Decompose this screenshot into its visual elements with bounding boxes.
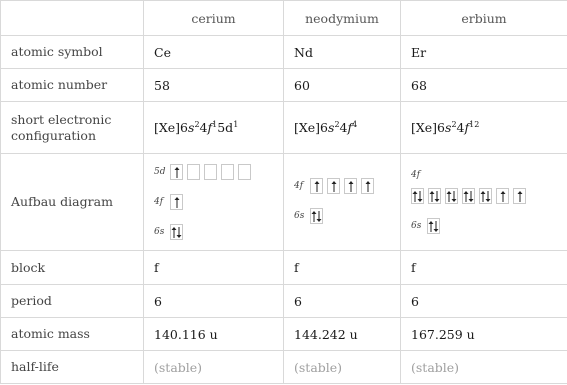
orbital-box: [204, 164, 217, 180]
value-cerium-mass: 140.116 u: [144, 318, 284, 351]
cerium-5d-label: 5d: [154, 167, 166, 177]
spin-down-arrow-icon: [451, 191, 457, 202]
label-atomic-symbol: atomic symbol: [1, 36, 144, 69]
orbital-box: [427, 218, 440, 234]
spin-up-arrow-icon: [517, 191, 523, 202]
orbital-box: [170, 194, 183, 210]
row-half-life: [1, 351, 567, 384]
orbital-box: [170, 164, 183, 180]
row-atomic-number: [1, 69, 567, 102]
value-cerium-number: 58: [144, 69, 284, 102]
spin-down-arrow-icon: [316, 211, 322, 222]
cerium-4f-label: 4f: [154, 197, 164, 207]
value-cerium-symbol: Ce: [144, 36, 284, 69]
neodymium-4f-orbitals: [294, 178, 378, 194]
value-neodymium-number: 60: [284, 69, 401, 102]
label-period: period: [1, 285, 144, 318]
orbital-box: [327, 178, 340, 194]
value-erbium-symbol: Er: [401, 36, 567, 69]
spin-up-arrow-icon: [365, 181, 371, 192]
row-atomic-symbol: [1, 36, 567, 69]
label-atomic-mass: atomic mass: [1, 318, 144, 351]
cerium-4f-orbitals: [154, 194, 187, 210]
aufbau-erbium: [401, 154, 567, 251]
spin-down-arrow-icon: [485, 191, 491, 202]
orbital-box: [462, 188, 475, 204]
orbital-box: [310, 208, 323, 224]
spin-up-arrow-icon: [174, 167, 180, 178]
erbium-4f-orbitals: [411, 188, 530, 204]
header-cerium: cerium: [144, 1, 284, 36]
value-cerium-half-life: (stable): [144, 351, 284, 384]
orbital-box: [496, 188, 509, 204]
spin-down-arrow-icon: [176, 227, 182, 238]
value-erbium-config: $[Xe]6s^24f^{12}$: [401, 102, 567, 154]
row-atomic-mass: [1, 318, 567, 351]
value-neodymium-mass: 144.242 u: [284, 318, 401, 351]
row-block: [1, 251, 567, 285]
header-row: [1, 1, 567, 36]
corner-cell: [1, 1, 144, 36]
cerium-6s-label: 6s: [154, 227, 165, 237]
orbital-box: [513, 188, 526, 204]
spin-up-arrow-icon: [348, 181, 354, 192]
row-period: [1, 285, 567, 318]
aufbau-neodymium: [284, 154, 401, 251]
orbital-box: [187, 164, 200, 180]
orbital-box: [344, 178, 357, 194]
label-atomic-number: atomic number: [1, 69, 144, 102]
erbium-6s-orbitals: [411, 218, 444, 234]
orbital-box: [238, 164, 251, 180]
erbium-4f-label-row: [411, 170, 427, 180]
cerium-5d-orbitals: [154, 164, 255, 180]
spin-down-arrow-icon: [433, 221, 439, 232]
aufbau-cerium: [144, 154, 284, 251]
label-electron-config-line1: short electronic: [11, 111, 112, 127]
neodymium-4f-label: 4f: [294, 181, 304, 191]
value-neodymium-half-life: (stable): [284, 351, 401, 384]
label-electron-config-line2: configuration: [11, 127, 96, 143]
value-neodymium-config: $[Xe]6s^24f^4$: [284, 102, 401, 154]
value-cerium-period: 6: [144, 285, 284, 318]
label-aufbau: Aufbau diagram: [1, 154, 144, 251]
orbital-box: [221, 164, 234, 180]
spin-up-arrow-icon: [314, 181, 320, 192]
spin-up-arrow-icon: [174, 197, 180, 208]
erbium-4f-label: 4f: [411, 170, 421, 180]
row-electron-config: [1, 102, 567, 154]
spin-down-arrow-icon: [434, 191, 440, 202]
orbital-box: [411, 188, 424, 204]
value-erbium-mass: 167.259 u: [401, 318, 567, 351]
orbital-box: [445, 188, 458, 204]
value-neodymium-period: 6: [284, 285, 401, 318]
value-erbium-number: 68: [401, 69, 567, 102]
label-electron-config: [1, 102, 144, 154]
orbital-box: [170, 224, 183, 240]
value-neodymium-block: f: [284, 251, 401, 285]
value-erbium-period: 6: [401, 285, 567, 318]
value-neodymium-symbol: Nd: [284, 36, 401, 69]
value-erbium-block: f: [401, 251, 567, 285]
label-half-life: half-life: [1, 351, 144, 384]
neodymium-6s-orbitals: [294, 208, 327, 224]
header-neodymium: neodymium: [284, 1, 401, 36]
neodymium-6s-label: 6s: [294, 211, 305, 221]
orbital-box: [428, 188, 441, 204]
spin-up-arrow-icon: [331, 181, 337, 192]
spin-up-arrow-icon: [500, 191, 506, 202]
orbital-box: [361, 178, 374, 194]
spin-down-arrow-icon: [417, 191, 423, 202]
erbium-6s-label: 6s: [411, 221, 422, 231]
row-aufbau: [1, 154, 567, 251]
value-cerium-block: f: [144, 251, 284, 285]
spin-down-arrow-icon: [468, 191, 474, 202]
value-erbium-half-life: (stable): [401, 351, 567, 384]
orbital-box: [479, 188, 492, 204]
value-cerium-config: $[Xe]6s^24f^15d^1$: [144, 102, 284, 154]
label-block: block: [1, 251, 144, 285]
orbital-box: [310, 178, 323, 194]
header-erbium: erbium: [401, 1, 567, 36]
cerium-6s-orbitals: [154, 224, 187, 240]
